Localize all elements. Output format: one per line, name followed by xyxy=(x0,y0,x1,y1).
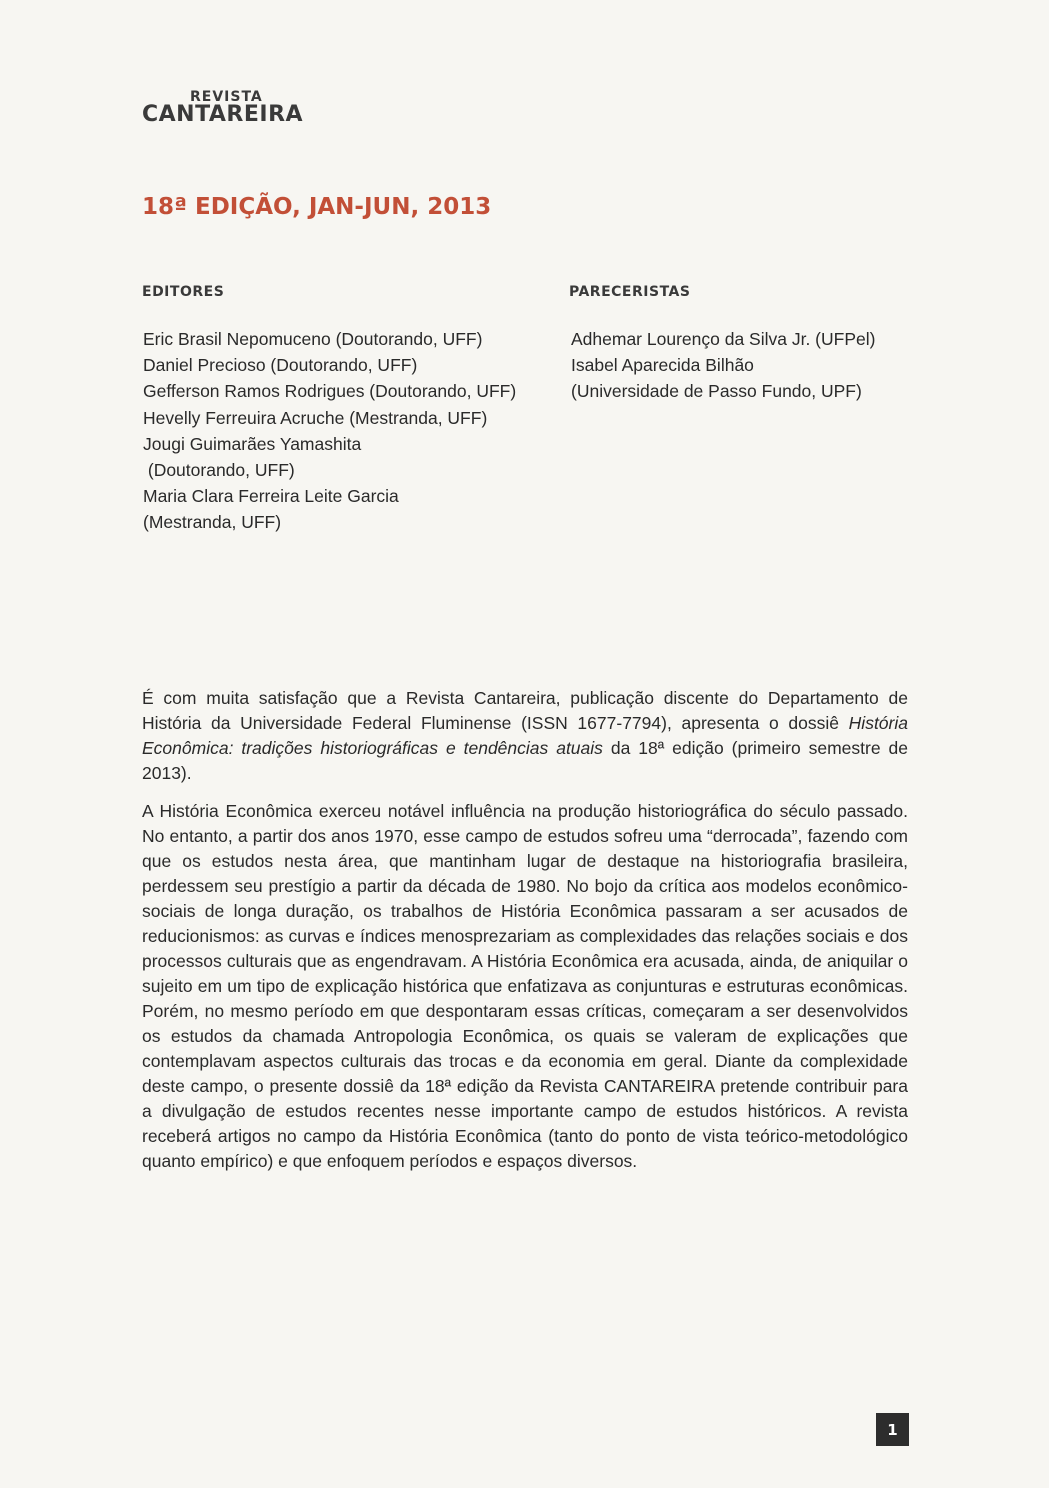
logo-top-text: REVISTA xyxy=(190,89,263,105)
reviewer-name: Adhemar Lourenço da Silva Jr. (UFPel) xyxy=(571,329,876,349)
reviewers-section xyxy=(569,282,929,405)
reviewer-name: (Universidade de Passo Fundo, UPF) xyxy=(571,381,862,402)
editor-name: (Mestranda, UFF) xyxy=(143,512,282,533)
editors-list xyxy=(142,326,552,536)
editors-heading: EDITORES xyxy=(142,284,225,300)
p1-end: da 18ª edição (primeiro semestre de 2013). xyxy=(142,738,908,783)
editor-name: (Doutorando, UFF) xyxy=(143,460,295,481)
reviewers-heading: PARECERISTAS xyxy=(569,284,691,300)
dossier-title: História Econômica: tradições historiográficas e tendências atuais xyxy=(142,713,908,758)
editor-name: Eric Brasil Nepomuceno (Doutorando, UFF) xyxy=(143,329,483,349)
body-paragraph-1 xyxy=(142,686,908,786)
edition-title: 18ª EDIÇÃO, JAN-JUN, 2013 xyxy=(142,194,492,220)
journal-logo xyxy=(142,90,302,126)
logo-main-text: CANTAREIRA xyxy=(142,102,304,127)
editor-name: Jougi Guimarães Yamashita xyxy=(143,433,362,454)
p1-start: É com muita satisfação que a Revista Cantareira, publicação discente do Departamento de História da Universidade Federal Fluminense (ISSN 1677-7794), apresenta o dossiê xyxy=(142,688,908,733)
reviewer-name: Isabel Aparecida Bilhão xyxy=(571,355,754,376)
editor-name: Maria Clara Ferreira Leite Garcia xyxy=(143,486,399,507)
page-number: 1 xyxy=(876,1413,909,1446)
editor-name: Hevelly Ferreuira Acruche (Mestranda, UFF) xyxy=(143,407,488,428)
editor-name: Gefferson Ramos Rodrigues (Doutorando, UFF) xyxy=(143,381,517,402)
reviewers-list xyxy=(569,326,929,405)
editor-name: Daniel Precioso (Doutorando, UFF) xyxy=(143,355,418,376)
editors-section xyxy=(142,282,552,536)
body-text xyxy=(142,686,908,1187)
body-paragraph-2: A História Econômica exerceu notável influência na produção historiográfica do século passado. No entanto, a partir dos anos 1970, esse campo de estudos sofreu uma “derrocada”, fazendo com que os estudos nesta área, que mantinham lugar de destaque na historiografia brasileira, perdessem seu prestígio a partir da década de 1980. No bojo da crítica aos modelos econômico-sociais de longa duração, os trabalhos de História Econômica passaram a ser acusados de reducionismos: as curvas e índices menosprezariam as complexidades das relações sociais e dos processos culturais que as engendravam. A História Econômica era acusada, ainda, de aniquilar o sujeito em um tipo de explicação histórica que enfatizava as conjunturas e estruturas econômicas. Porém, no mesmo período em que despontaram essas críticas, começaram a ser desenvolvidos os estudos da chamada Antropologia Econômica, os quais se valeram de explicações que contemplavam aspectos culturais das trocas e da economia em geral. Diante da complexidade deste campo, o presente dossiê da 18ª edição da Revista CANTAREIRA pretende contribuir para a divulgação de estudos recentes nesse importante campo de estudos históricos. A revista receberá artigos no campo da História Econômica (tanto do ponto de vista teórico-metodológico quanto empírico) e que enfoquem períodos e espaços diversos. xyxy=(142,801,908,1171)
